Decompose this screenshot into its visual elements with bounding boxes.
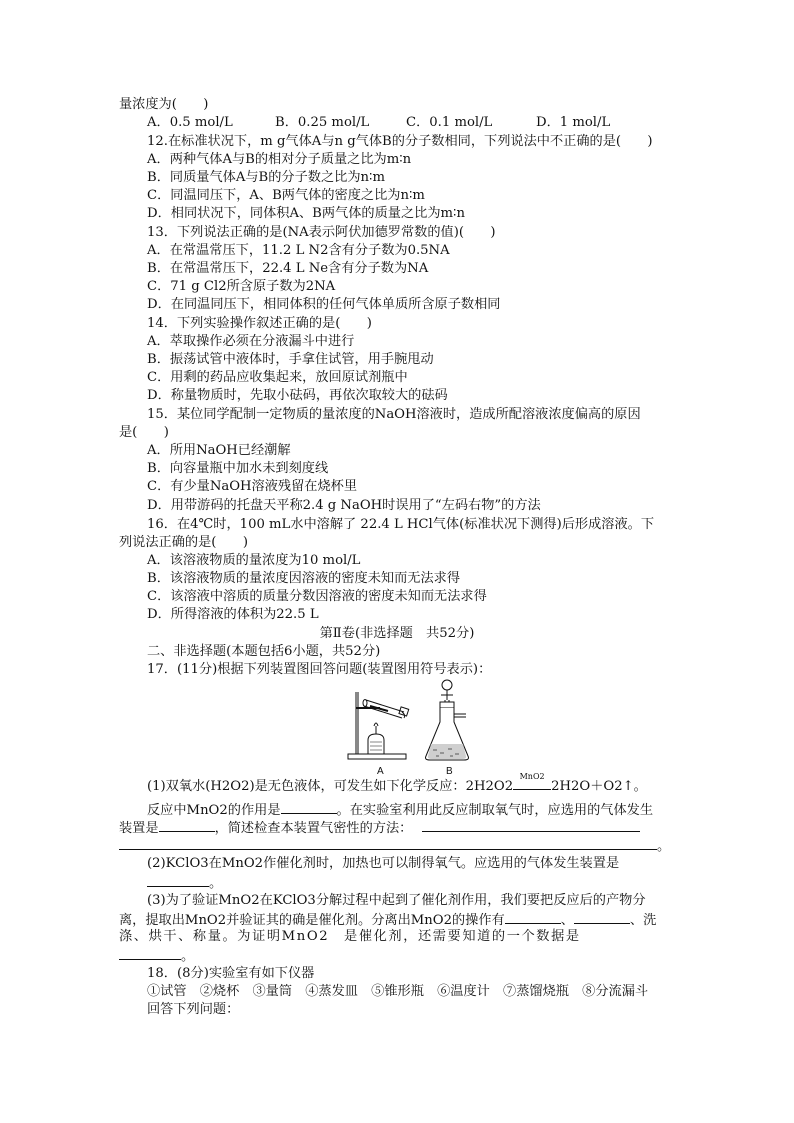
answer-blank-data[interactable] — [119, 946, 181, 960]
q17-part2-line2 — [147, 873, 222, 893]
q17-part2-line1: (2)KClO3在MnO2作催化剂时，加热也可以制得氧气。应选用的气体发生装置是 — [147, 856, 620, 871]
q12-stem: 12.在标准状况下，m g气体A与n g气体B的分子数相同，下列说法中不正确的是( ) — [147, 134, 653, 149]
q17-eq-left: 2H2O2 — [465, 779, 514, 794]
q14-option-c: C．用剩的药品应收集起来，放回原试剂瓶中 — [147, 370, 408, 385]
answer-blank-separation-1[interactable] — [505, 910, 561, 924]
q17-p2-b: 。在实验室利用此反应制取氧气时，应选用的气体发生 — [336, 803, 654, 818]
q16-stem-line1: 16．在4℃时，100 mL水中溶解了 22.4 L HCl气体(标准状况下测得)后形成溶液。下 — [147, 517, 655, 532]
q11-stem-tail: 量浓度为( ) — [119, 97, 209, 112]
q17-stem: 17．(11分)根据下列装置图回答问题(装置图用符号表示)： — [147, 662, 492, 677]
answer-blank-device-1[interactable] — [159, 818, 215, 832]
q12-option-c: C．同温同压下，A、B两气体的密度之比为n∶m — [147, 188, 425, 203]
q17-p3-a: 装置是 — [119, 821, 159, 836]
q18-stem: 18．(8分)实验室有如下仪器 — [147, 966, 315, 981]
q17-part1-line2 — [147, 800, 653, 820]
q17-part1-line3 — [119, 818, 640, 838]
q11-option-b: B．0.25 mol/L — [275, 115, 370, 130]
q11-option-c: C．0.1 mol/L — [406, 115, 493, 130]
apparatus-b — [426, 680, 469, 760]
answer-blank-device-2[interactable] — [147, 873, 209, 887]
q17-part3-line1: (3)为了验证MnO2在KClO3分解过程中起到了催化剂作用，我们要把反应后的产物分 — [147, 893, 646, 908]
answer-blank-airtightness-2[interactable] — [119, 836, 657, 850]
answer-blank-separation-2[interactable] — [574, 910, 630, 924]
q15-option-a: A．所用NaOH已经潮解 — [147, 443, 291, 458]
q13-option-a: A．在常温常压下，11.2 L N2含有分子数为0.5NA — [147, 243, 450, 258]
q17-p2-a: 反应中MnO2的作用是 — [147, 803, 281, 818]
q17-p4-end: 。 — [657, 839, 671, 854]
apparatus-figure — [340, 678, 490, 774]
q17-p3-b: ，简述检查本装置气密性的方法： — [214, 821, 413, 836]
q17-part3-line2 — [119, 910, 656, 930]
q16-option-a: A．该溶液物质的量浓度为10 mol/L — [147, 553, 361, 568]
q16-option-b: B．该溶液物质的量浓度因溶液的密度未知而无法求得 — [147, 571, 461, 586]
q17-part1-line4 — [119, 836, 670, 856]
q15-option-b: B．向容量瓶中加水未到刻度线 — [147, 461, 329, 476]
answer-blank-airtightness-1[interactable] — [422, 818, 640, 832]
q18-followup: 回答下列问题： — [147, 1002, 240, 1017]
q17-p8-sep2: 、洗 — [629, 913, 657, 928]
section-instruction: 二、非选择题(本题包括6小题，共52分) — [147, 644, 381, 659]
q12-option-b: B．同质量气体A与B的分子数之比为n∶m — [147, 170, 385, 185]
q14-option-a: A．萃取操作必须在分液漏斗中进行 — [147, 334, 355, 349]
q12-option-d: D．相同状况下，同体积A、B两气体的质量之比为m∶n — [147, 206, 465, 221]
figure-label-a: A — [377, 766, 384, 777]
q16-option-d: D．所得溶液的体积为22.5 L — [147, 607, 319, 622]
q14-option-b: B．振荡试管中液体时，手拿住试管，用手腕甩动 — [147, 352, 434, 367]
q12-option-a: A．两种气体A与B的相对分子质量之比为m∶n — [147, 152, 412, 167]
q15-option-c: C．有少量NaOH溶液残留在烧杯里 — [147, 479, 358, 494]
figure-label-b: B — [446, 766, 453, 777]
q15-stem-line2: 是( ) — [119, 425, 169, 440]
q11-option-a: A．0.5 mol/L — [147, 115, 233, 130]
q13-option-b: B．在常温常压下，22.4 L Ne含有分子数为NA — [147, 261, 429, 276]
q17-p10-end: 。 — [181, 949, 195, 964]
q15-option-d: D．用带游码的托盘天平称2.4 g NaOH时误用了“左码右物”的方法 — [147, 498, 541, 513]
q17-p6-end: 。 — [209, 876, 223, 891]
q14-stem: 14．下列实验操作叙述正确的是( ) — [147, 316, 372, 331]
q17-part3-line3: 涤、烘干、称量。为证明MnO2 是催化剂，还需要知道的一个数据是 — [119, 929, 581, 944]
q17-part1-text: (1)双氧水(H2O2)是无色液体，可发生如下化学反应： — [147, 779, 466, 794]
q15-stem-line1: 15．某位同学配制一定物质的量浓度的NaOH溶液时，造成所配溶液浓度偏高的原因 — [147, 407, 641, 422]
q17-eq-right: 2H2O＋O2↑。 — [551, 779, 647, 794]
q14-option-d: D．称量物质时，先取小砝码，再依次取较大的砝码 — [147, 388, 448, 403]
q16-stem-line2: 列说法正确的是( ) — [119, 535, 248, 550]
q17-part1-line1 — [147, 772, 647, 796]
section-title: 第Ⅱ卷(非选择题 共52分) — [319, 626, 475, 641]
q17-eq-catalyst: MnO2 — [519, 772, 545, 781]
q17-part3-line4 — [119, 946, 194, 966]
apparatus-a — [348, 692, 409, 759]
q11-option-d: D．1 mol/L — [536, 115, 611, 130]
q16-option-c: C．该溶液中溶质的质量分数因溶液的密度未知而无法求得 — [147, 589, 487, 604]
answer-blank-mno2-role[interactable] — [281, 800, 337, 814]
q13-option-c: C．71 g Cl2所含原子数为2NA — [147, 279, 336, 294]
q13-stem: 13．下列说法正确的是(NA表示阿伏加德罗常数的值)( ) — [147, 225, 496, 240]
q17-p8-sep1: 、 — [560, 913, 574, 928]
q17-p8-a: 离，提取出MnO2并验证其的确是催化剂。分离出MnO2的操作有 — [119, 913, 505, 928]
q17-eq-arrow — [513, 772, 551, 790]
q13-option-d: D．在同温同压下，相同体积的任何气体单质所含原子数相同 — [147, 297, 501, 312]
q18-instruments: ①试管 ②烧杯 ③量筒 ④蒸发皿 ⑤锥形瓶 ⑥温度计 ⑦蒸馏烧瓶 ⑧分流漏斗 — [147, 984, 649, 999]
